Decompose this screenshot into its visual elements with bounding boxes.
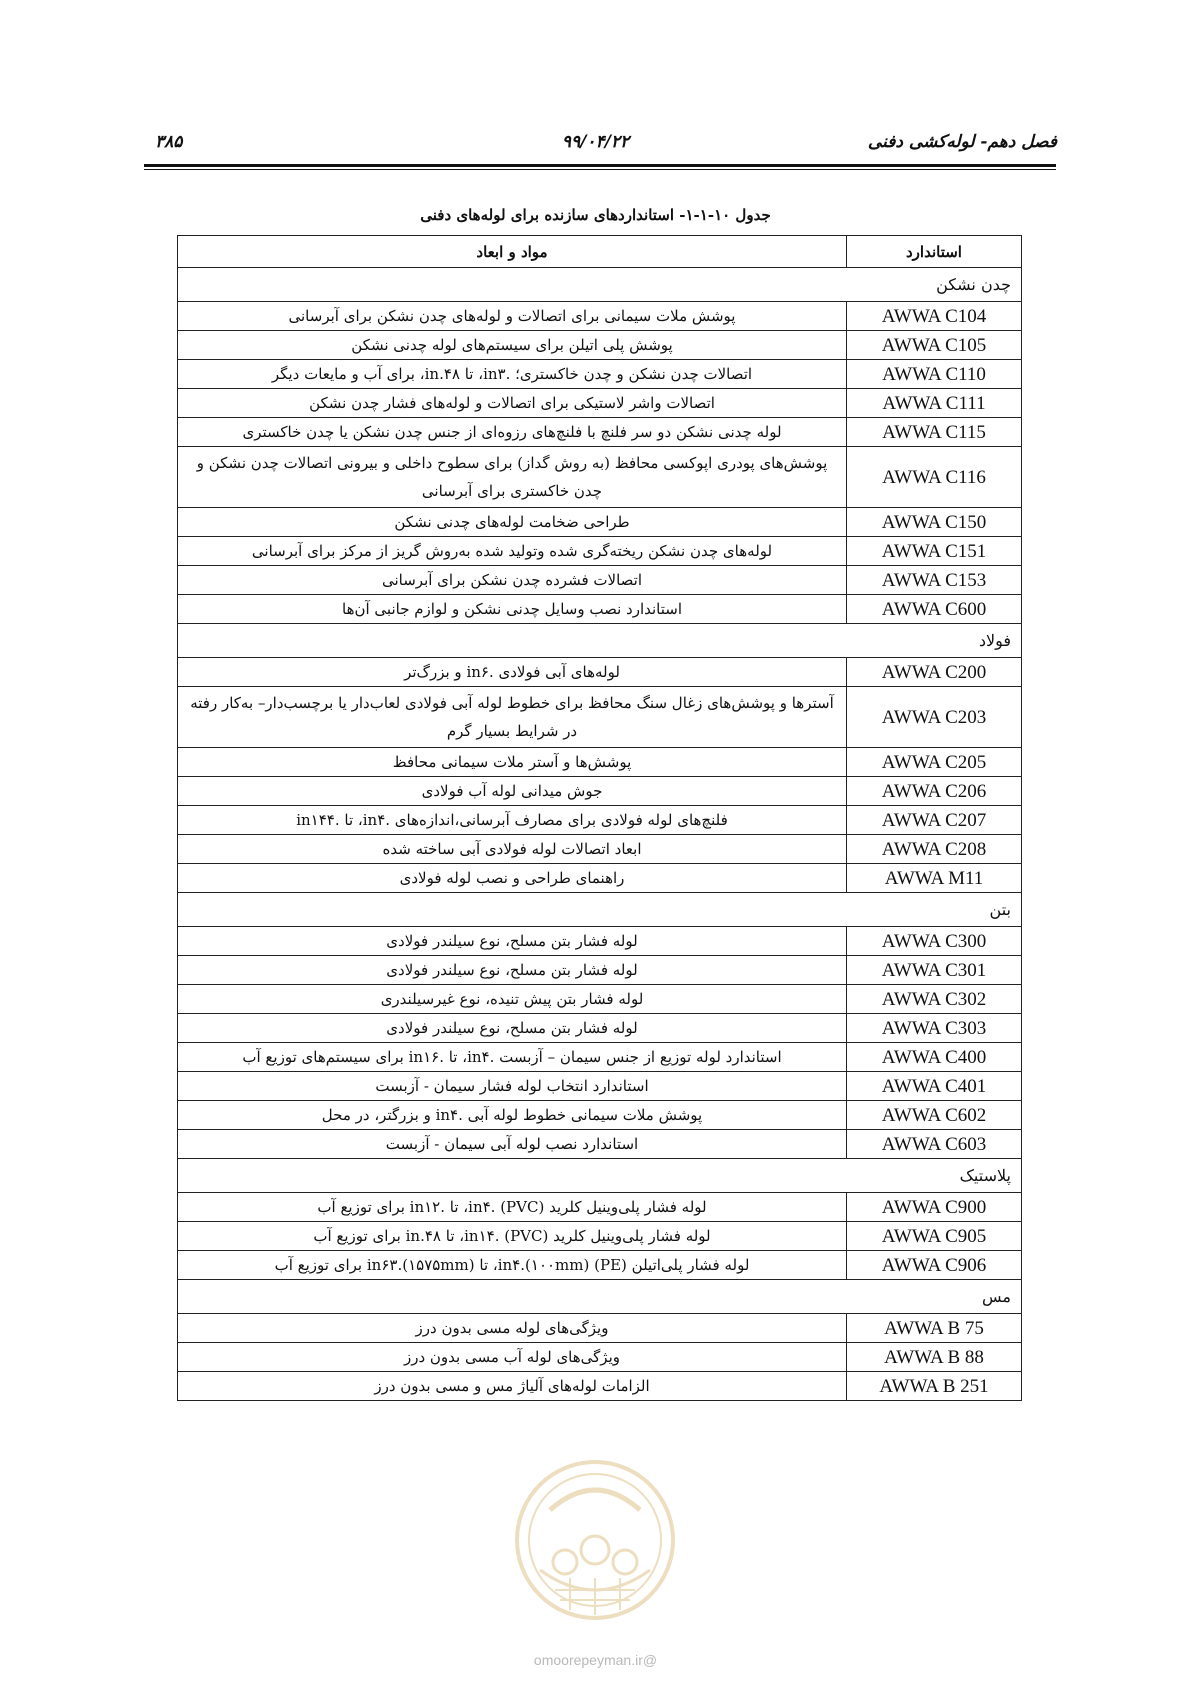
standard-code: AWWA C111 [882,392,986,414]
standard-code-cell [847,508,1022,537]
standard-code: AWWA C303 [881,1017,987,1039]
table-row [178,1130,1022,1159]
standard-code: AWWA C203 [881,706,987,728]
standard-code: AWWA C105 [881,334,987,356]
table-row [178,418,1022,447]
materials-description: ابعاد اتصالات لوله فولادی آبی ساخته شده [178,835,847,864]
standard-code: AWWA C602 [881,1104,987,1126]
standard-code-cell [847,748,1022,777]
standard-code-cell [847,658,1022,687]
standard-code-cell [847,331,1022,360]
materials-description: استاندارد نصب وسایل چدنی نشکن و لوازم جانبی آن‌ها [178,595,847,624]
standard-code-cell [847,595,1022,624]
standard-code-cell [847,985,1022,1014]
materials-description: ویژگی‌های لوله آب مسی بدون درز [178,1343,847,1372]
materials-description: لوله فشار پلی‌وینیل کلرید (PVC) .in۱۴، تا ۴۸.in برای توزیع آب [178,1222,847,1251]
materials-description: اتصالات واشر لاستیکی برای اتصالات و لوله‌های فشار چدن نشکن [178,389,847,418]
standard-code: AWWA C208 [881,838,987,860]
materials-description: جوش میدانی لوله آب فولادی [178,777,847,806]
standard-code-cell [847,447,1022,508]
standard-code: AWWA B 75 [884,1317,984,1339]
standard-code-cell [847,1014,1022,1043]
table-row [178,687,1022,748]
materials-description: اتصالات فشرده چدن نشکن برای آبرسانی [178,566,847,595]
standard-code-cell [847,687,1022,748]
standard-code: AWWA C401 [881,1075,987,1097]
standard-code-cell [847,1372,1022,1401]
table-row [178,1314,1022,1343]
standard-code-cell [847,302,1022,331]
chapter-title: فصل دهم- لوله‌کشی دفنی [867,132,1057,152]
standard-code: AWWA C302 [881,988,987,1010]
standard-code-cell [847,806,1022,835]
table-row [178,1193,1022,1222]
table-row [178,1372,1022,1401]
standard-code: AWWA C151 [881,540,987,562]
standard-code-cell [847,418,1022,447]
table-row [178,985,1022,1014]
table-row [178,1343,1022,1372]
table-row [178,1014,1022,1043]
standard-code: AWWA C110 [882,363,986,385]
standard-code-cell [847,1343,1022,1372]
category-row [178,1280,1022,1314]
category-row [178,1159,1022,1193]
standards-table [177,235,1022,1401]
materials-description: لوله فشار پلی‌اتیلن (PE) (۱۰۰mm).in۴، تا (۱۵۷۵mm).in۶۳ برای توزیع آب [178,1251,847,1280]
table-row [178,1072,1022,1101]
standard-code: AWWA C900 [881,1196,987,1218]
table-body [178,268,1022,1401]
standard-code: AWWA C301 [881,959,987,981]
table-row [178,508,1022,537]
standard-code-cell [847,360,1022,389]
standard-code: AWWA C906 [881,1254,987,1276]
materials-description: استاندارد نصب لوله آبی سیمان - آزبست [178,1130,847,1159]
materials-description: لوله‌های چدن نشکن ریخته‌گری شده وتولید شده به‌روش گریز از مرکز برای آبرسانی [178,537,847,566]
table-row [178,566,1022,595]
table-row [178,360,1022,389]
standard-code-cell [847,566,1022,595]
table-row [178,956,1022,985]
standard-code-cell [847,1130,1022,1159]
category-row [178,624,1022,658]
standard-code-cell [847,537,1022,566]
standard-code: AWWA C206 [881,780,987,802]
materials-description: پوشش ملات سیمانی برای اتصالات و لوله‌های چدن نشکن برای آبرسانی [178,302,847,331]
category-label: فولاد [178,624,1022,658]
standard-code: AWWA C400 [881,1046,987,1068]
materials-description: پوشش پلی اتیلن برای سیستم‌های لوله چدنی نشکن [178,331,847,360]
standard-code: AWWA M11 [884,867,984,889]
standard-code: AWWA C153 [881,569,987,591]
standard-code: AWWA C205 [881,751,987,773]
standard-code: AWWA C300 [881,930,987,952]
materials-description: الزامات لوله‌های آلیاژ مس و مسی بدون درز [178,1372,847,1401]
standard-code: AWWA B 88 [884,1346,984,1368]
table-row [178,835,1022,864]
standard-code: AWWA C150 [881,511,987,533]
standard-code: AWWA C600 [881,598,987,620]
standard-code-cell [847,956,1022,985]
page-number: ۳۸۵ [155,132,183,152]
standard-code-cell [847,835,1022,864]
materials-description: لوله فشار پلی‌وینیل کلرید (PVC) .in۴، تا .in۱۲ برای توزیع آب [178,1193,847,1222]
table-row [178,447,1022,508]
standard-code-cell [847,777,1022,806]
table-row [178,1043,1022,1072]
column-header-materials: مواد و ابعاد [178,236,847,268]
materials-description: فلنچ‌های لوله فولادی برای مصارف آبرسانی،اندازه‌های .in۴، تا .in۱۴۴ [178,806,847,835]
materials-description: راهنمای طراحی و نصب لوله فولادی [178,864,847,893]
table-row [178,302,1022,331]
table-row [178,806,1022,835]
header-rule-thick [144,164,1056,167]
category-label: بتن [178,893,1022,927]
table-row [178,331,1022,360]
standard-code: AWWA C116 [882,466,986,488]
standard-code-cell [847,1222,1022,1251]
column-header-standard: استاندارد [847,236,1022,268]
table-row [178,595,1022,624]
materials-description: آسترها و پوشش‌های زغال سنگ محافظ برای خطوط لوله آبی فولادی لعاب‌دار یا برچسب‌دار– به‌کار رفته در شرایط بسیار گرم [178,687,847,748]
table-row [178,658,1022,687]
standard-code-cell [847,927,1022,956]
materials-description: لوله چدنی نشکن دو سر فلنچ با فلنچ‌های رزوه‌ای از جنس چدن نشکن یا چدن خاکستری [178,418,847,447]
materials-description: پوشش‌های پودری اپوکسی محافظ (به روش گداز) برای سطوح داخلی و بیرونی اتصالات چدن نشکن و چدن خاکستری برای آبرسانی [178,447,847,508]
category-label: پلاستیک [178,1159,1022,1193]
standard-code-cell [847,1251,1022,1280]
materials-description: پوشش ملات سیمانی خطوط لوله آبی .in۴ و بزرگتر، در محل [178,1101,847,1130]
materials-description: لوله فشار بتن مسلح، نوع سیلندر فولادی [178,927,847,956]
standard-code-cell [847,389,1022,418]
table-row [178,1251,1022,1280]
table-row [178,927,1022,956]
materials-description: استاندارد انتخاب لوله فشار سیمان - آزبست [178,1072,847,1101]
table-header-row [178,236,1022,268]
standard-code: AWWA C200 [881,661,987,683]
materials-description: پوشش‌ها و آستر ملات سیمانی محافظ [178,748,847,777]
header-rule-thin [144,169,1056,170]
materials-description: لوله فشار بتن پیش تنیده، نوع غیرسیلندری [178,985,847,1014]
materials-description: استاندارد لوله توزیع از جنس سیمان – آزبست .in۴، تا .in۱۶ برای سیستم‌های توزیع آب [178,1043,847,1072]
table-row [178,864,1022,893]
standard-code-cell [847,1072,1022,1101]
standard-code: AWWA C115 [882,421,986,443]
table-row [178,389,1022,418]
materials-description: لوله‌های آبی فولادی .in۶ و بزرگ‌تر [178,658,847,687]
standard-code-cell [847,1193,1022,1222]
standard-code: AWWA C603 [881,1133,987,1155]
seal-watermark [510,1450,680,1632]
category-label: چدن نشکن [178,268,1022,302]
document-date: ۹۹/۰۴/۲۲ [561,132,630,152]
standard-code: AWWA B 251 [879,1375,989,1397]
category-row [178,893,1022,927]
standard-code-cell [847,864,1022,893]
materials-description: اتصالات چدن نشکن و چدن خاکستری؛ .in۳، تا ۴۸.in، برای آب و مایعات دیگر [178,360,847,389]
materials-description: طراحی ضخامت لوله‌های چدنی نشکن [178,508,847,537]
standard-code-cell [847,1314,1022,1343]
table-row [178,1101,1022,1130]
category-row [178,268,1022,302]
table-row [178,537,1022,566]
table-row [178,1222,1022,1251]
table-row [178,748,1022,777]
table-row [178,777,1022,806]
standard-code-cell [847,1101,1022,1130]
materials-description: ویژگی‌های لوله مسی بدون درز [178,1314,847,1343]
table-caption: جدول ۱۰-۱-۱- استانداردهای سازنده برای لوله‌های دفنی [420,206,771,224]
materials-description: لوله فشار بتن مسلح، نوع سیلندر فولادی [178,1014,847,1043]
standard-code: AWWA C905 [881,1225,987,1247]
standard-code: AWWA C207 [881,809,987,831]
standard-code: AWWA C104 [881,305,987,327]
materials-description: لوله فشار بتن مسلح، نوع سیلندر فولادی [178,956,847,985]
category-label: مس [178,1280,1022,1314]
watermark-url: @omoorepeyman.ir [533,1652,658,1668]
standard-code-cell [847,1043,1022,1072]
